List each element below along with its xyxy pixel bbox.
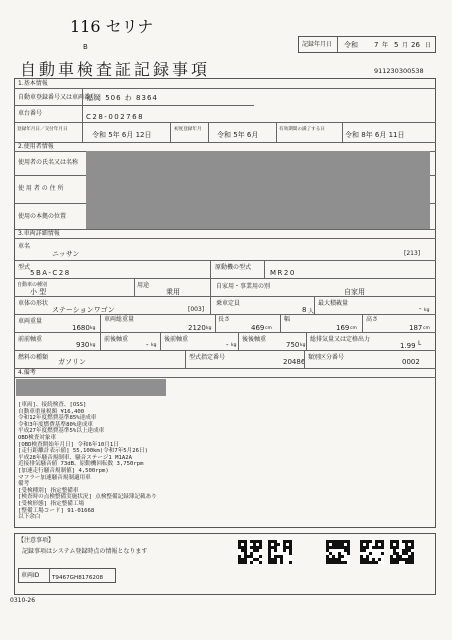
rear-rear-axle-unit: kg [300,343,306,348]
engine-model-value: MR20 [270,269,296,277]
chassis-number-value: C28-002768 [86,113,145,121]
gross-weight-unit: kg [206,326,212,331]
body-shape-value: ステーションワゴン [52,306,115,314]
registration-date-label: 登録年月日／交付年月日 [17,127,68,132]
rear-front-axle-unit: kg [231,343,237,348]
maker-code: [213] [404,250,421,257]
height-value: 187 [409,324,423,332]
length-label: 長さ [218,316,231,323]
rear-rear-axle-value: 750 [286,341,300,349]
owner-name-label: 使用者の氏名又は名称 [18,159,79,166]
private-business-value: 自家用 [344,288,365,296]
height-label: 高さ [366,316,379,323]
vehicle-id-value: T9467GH8176208 [52,575,104,581]
length-value: 469 [251,324,265,332]
document-title: 自動車検査証記録事項 [20,60,211,79]
first-registration-value: 令和 5年 6月 [217,131,259,139]
redacted-owner-info [86,151,430,229]
front-front-axle-value: 930 [76,341,90,349]
base-location-label: 使用の本拠の位置 [18,213,67,220]
length-unit: cm [265,326,272,331]
vehicle-weight-label: 車両重量 [18,318,43,325]
vehicle-weight-unit: kg [90,326,96,331]
gross-weight-label: 車両総重量 [104,316,135,323]
record-date-box [298,36,436,53]
expiry-value: 令和 8年 6月 11日 [345,131,405,139]
first-registration-label: 初度登録年月 [174,127,202,132]
record-date-year: 7 [374,41,379,49]
qr-code [360,540,384,564]
maker-label: 車名 [18,243,31,250]
width-label: 幅 [284,316,291,323]
small-mark: B [83,43,88,51]
owner-address-label: 使 用 者 の 住 所 [18,185,64,192]
capacity-label: 乗車定員 [216,300,241,307]
remarks-text: [車両]、接続検査、[OSS] 自動車重量税額 ¥16,400 令和12年度燃費基準85%達成車 令和3年度燃費基準80%達成車 平成27年度燃費基準5%以上達成車 OBD検査対象車 [OBD検査開始年月日] 令和6年10月1日 [走行距離計表示値] 55,100km(令和7年5月26日) 平成28年騒音規制車、騒音ステージ1 M1A2A 近接排気騒音値 73dB、原動機回転数 3,750rpm [加速走行騒音規制値] 4,500rpm) マフラー加速騒音規制適用車 備考 [受検種別] 指定整備車 [検査時の点検整備実施状況] 点検整備記録簿記載あり [受検形態] 指定整備工場 [整備工場コード] 91-01668 以下余白 [18,402,157,521]
notice-title: 【注意事項】 [18,537,55,544]
section1-heading: 1.基本情報 [18,80,48,87]
type-designation-label: 型式指定番号 [189,354,226,361]
rear-front-axle-label: 後前軸重 [164,336,189,343]
maker-value: ニッサン [52,250,80,258]
record-date-year-unit: 年 [382,42,389,49]
expiry-label: 有効期間の満了する日 [279,127,325,132]
body-shape-code: [003] [188,306,205,313]
vehicle-id-box [18,568,116,583]
purpose-label: 用途 [137,282,150,289]
capacity-value: 8 [302,306,307,314]
body-shape-label: 車体の形状 [18,300,49,307]
form-code: 0310-26 [10,597,36,604]
max-load-label: 最大積載量 [318,300,349,307]
section3-heading: 3.車両詳細情報 [18,230,60,237]
vehicle-id-label: 車両ID [21,572,40,579]
notice-text: 記録事項はシステム登録時点の情報となります [22,548,148,555]
registration-number-label: 自動車登録番号又は車両番号 [18,94,97,101]
gross-weight-value: 2120 [188,324,206,332]
registration-date-value: 令和 5年 6月 12日 [92,131,152,139]
rear-front-axle-value: - [226,341,229,349]
record-date-day-unit: 日 [425,42,432,49]
record-date-day: 26 [411,41,420,49]
rear-rear-axle-label: 後後軸重 [242,336,267,343]
front-rear-axle-label: 前後軸重 [104,336,129,343]
capacity-unit: 人 [308,308,315,315]
registration-number-value: 福岡 506 わ 8364 [86,94,158,102]
record-date-label: 記録年月日 [302,41,333,48]
front-rear-axle-value: - [146,341,149,349]
front-front-axle-unit: kg [90,343,96,348]
purpose-value: 乗用 [166,288,180,296]
class-number-label: 類別区分番号 [308,354,345,361]
class-number-value: 0002 [402,358,420,366]
record-date-era: 令和 [344,41,358,49]
qr-code [268,540,292,564]
displacement-label: 総排気量又は定格出力 [310,336,371,343]
engine-model-label: 原動機の型式 [215,264,252,271]
qr-code [238,540,262,564]
height-unit: cm [423,326,430,331]
qr-code [390,540,414,564]
type-designation-value: 20486 [283,358,306,366]
vehicle-weight-value: 1680 [72,324,90,332]
max-load-unit: kg [424,308,430,313]
section4-heading: 4.備考 [18,369,36,376]
handwritten-note: 116 セリナ [70,17,154,36]
document-number: 911230300538 [374,67,424,75]
vehicle-kind-value: 小 型 [30,288,47,296]
record-date-month-unit: 月 [402,42,409,49]
fuel-type-value: ガソリン [58,358,86,366]
fuel-type-label: 燃料の種類 [18,354,49,361]
private-business-label: 自家用・事業用の別 [216,283,271,290]
section2-heading: 2.使用者情報 [18,143,54,150]
front-front-axle-label: 前前軸重 [18,336,43,343]
front-rear-axle-unit: kg [151,343,157,348]
width-unit: cm [350,326,357,331]
displacement-value: 1.99 [400,342,416,350]
qr-code [326,540,350,564]
displacement-unit: L [418,340,422,347]
chassis-number-label: 車台番号 [18,110,43,117]
model-value: 5BA-C28 [30,269,71,277]
model-label: 型式 [18,264,31,271]
width-value: 169 [336,324,350,332]
redacted-notes [16,379,166,396]
vehicle-kind-label: 自動車の種別 [17,282,48,288]
record-date-month: 5 [394,41,399,49]
max-load-value: - [419,305,422,313]
